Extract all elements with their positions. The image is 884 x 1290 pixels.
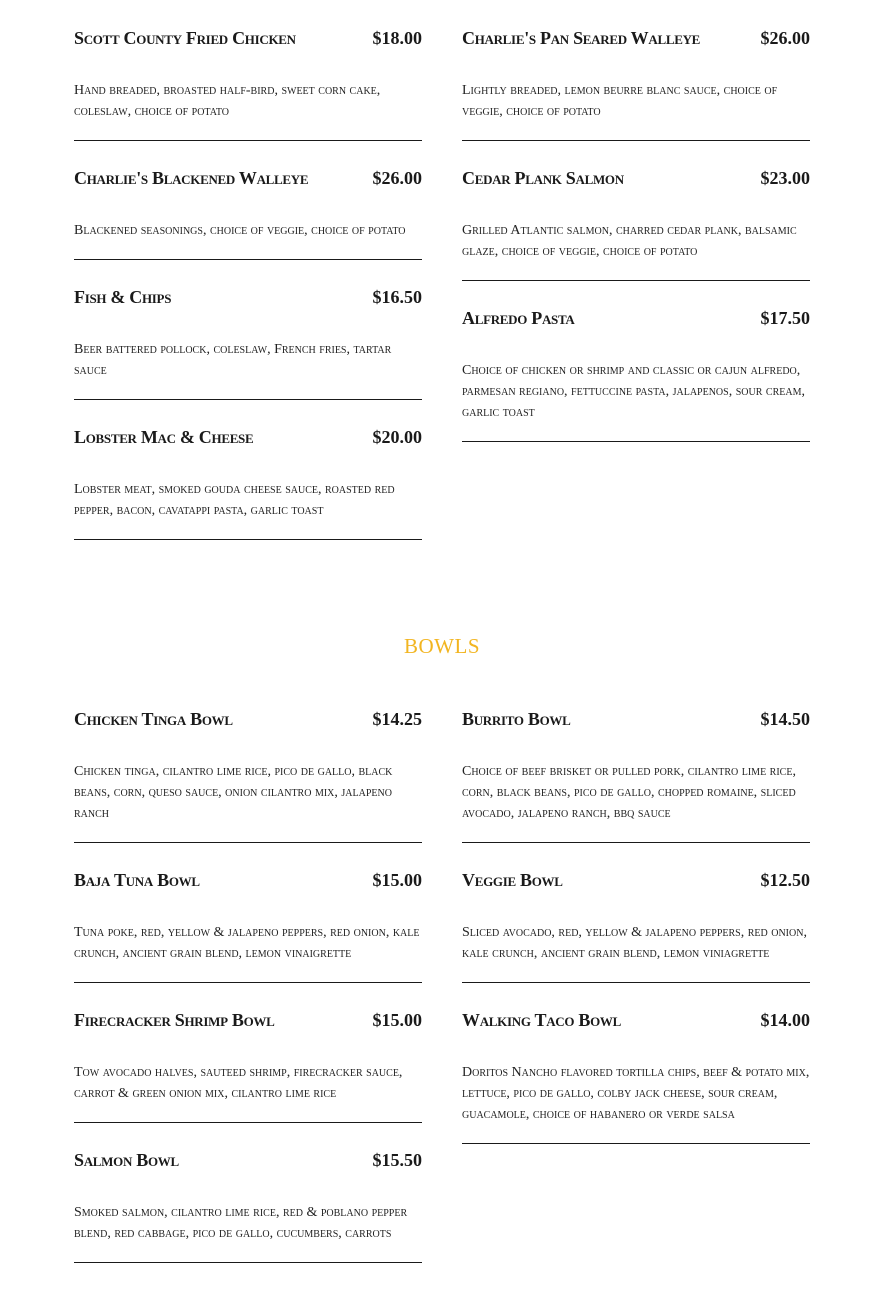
menu-item-name: Chicken Tinga Bowl <box>74 709 233 729</box>
menu-item <box>462 870 810 983</box>
menu-item-description: Tow avocado halves, sauteed shrimp, firecracker sauce, carrot & green onion mix, cilantro lime rice <box>74 1065 403 1101</box>
menu-item-price: $14.00 <box>760 1010 810 1030</box>
menu-item <box>74 168 422 260</box>
menu-item-price: $15.50 <box>372 1150 422 1170</box>
menu-item-price: $23.00 <box>760 168 810 188</box>
bowls-left-column <box>74 709 422 1290</box>
section-title-bowls: BOWLS <box>404 634 480 658</box>
menu-item-header <box>462 870 810 896</box>
menu-item <box>462 168 810 281</box>
menu-item <box>462 308 810 442</box>
menu-item-price: $18.00 <box>372 28 422 48</box>
menu-item-header <box>74 427 422 453</box>
menu-item-description: Choice of beef brisket or pulled pork, cilantro lime rice, corn, black beans, pico de gallo, chopped romaine, sliced avocado, jalapeno ranch, bbq sauce <box>462 764 796 821</box>
menu-item <box>74 427 422 540</box>
menu-item-header <box>74 709 422 735</box>
menu-item <box>462 28 810 141</box>
menu-item-name: Charlie's Blackened Walleye <box>74 168 309 188</box>
menu-item-header <box>74 870 422 896</box>
menu-item <box>74 709 422 843</box>
menu-item-header <box>462 308 810 334</box>
menu-item-description: Lightly breaded, lemon beurre blanc sauce, choice of veggie, choice of potato <box>462 83 778 119</box>
menu-item-description: Doritos Nancho flavored tortilla chips, beef & potato mix, lettuce, pico de gallo, colby jack cheese, sour cream, guacamole, choice of habanero or verde salsa <box>462 1065 810 1122</box>
menu-item <box>74 28 422 141</box>
menu-item-description: Smoked salmon, cilantro lime rice, red & poblano pepper blend, red cabbage, pico de gallo, cucumbers, carrots <box>74 1205 408 1241</box>
menu-item-name: Charlie's Pan Seared Walleye <box>462 28 701 48</box>
menu-item-price: $14.25 <box>372 709 422 729</box>
menu-item-header <box>74 28 422 54</box>
menu-item <box>74 1150 422 1263</box>
menu-item-description: Tuna poke, red, yellow & jalapeno peppers, red onion, kale crunch, ancient grain blend, lemon vinaigrette <box>74 925 420 961</box>
menu-item-name: Burrito Bowl <box>462 709 571 729</box>
menu-item-price: $20.00 <box>372 427 422 447</box>
menu-item-price: $17.50 <box>760 308 810 328</box>
menu-item-name: Baja Tuna Bowl <box>74 870 200 890</box>
menu-item-name: Firecracker Shrimp Bowl <box>74 1010 275 1030</box>
menu-item-name: Scott County Fried Chicken <box>74 28 296 48</box>
menu-item-name: Veggie Bowl <box>462 870 563 890</box>
menu-item-price: $26.00 <box>760 28 810 48</box>
menu-item-price: $15.00 <box>372 1010 422 1030</box>
menu-item-header <box>74 1010 422 1036</box>
menu-item-header <box>74 1150 422 1176</box>
menu-item-name: Alfredo Pasta <box>462 308 575 328</box>
menu-item-description: Sliced avocado, red, yellow & jalapeno peppers, red onion, kale crunch, ancient grain blend, lemon viniagrette <box>462 925 807 961</box>
bowls-right-column <box>462 709 810 1171</box>
menu-item-price: $16.50 <box>372 287 422 307</box>
menu-item-header <box>462 1010 810 1036</box>
menu-item <box>74 287 422 400</box>
entrees-right-column <box>462 28 810 469</box>
menu-item-header <box>462 168 810 194</box>
menu-item-description: Beer battered pollock, coleslaw, French fries, tartar sauce <box>74 342 392 378</box>
menu-item-description: Chicken tinga, cilantro lime rice, pico de gallo, black beans, corn, queso sauce, onion cilantro mix, jalapeno ranch <box>74 764 393 821</box>
menu-item-price: $15.00 <box>372 870 422 890</box>
menu-item-header <box>462 709 810 735</box>
menu-item-description: Hand breaded, broasted half-bird, sweet corn cake, coleslaw, choice of potato <box>74 83 381 119</box>
menu-item-name: Fish & Chips <box>74 287 172 307</box>
menu-item-header <box>462 28 810 54</box>
menu-item-header <box>74 168 422 194</box>
menu-item-header <box>74 287 422 313</box>
menu-item <box>74 870 422 983</box>
menu-item-description: Lobster meat, smoked gouda cheese sauce, roasted red pepper, bacon, cavatappi pasta, garlic toast <box>74 482 395 518</box>
menu-item-price: $26.00 <box>372 168 422 188</box>
menu-item <box>462 1010 810 1144</box>
entrees-left-column <box>74 28 422 567</box>
menu-item-description: Blackened seasonings, choice of veggie, choice of potato <box>74 223 406 238</box>
menu-item-name: Lobster Mac & Cheese <box>74 427 254 447</box>
menu-item-description: Grilled Atlantic salmon, charred cedar plank, balsamic glaze, choice of veggie, choice of potato <box>462 223 797 259</box>
menu-item-name: Cedar Plank Salmon <box>462 168 624 188</box>
menu-item-name: Salmon Bowl <box>74 1150 179 1170</box>
menu-item-price: $14.50 <box>760 709 810 729</box>
menu-item-name: Walking Taco Bowl <box>462 1010 621 1030</box>
menu-item-price: $12.50 <box>760 870 810 890</box>
menu-item <box>462 709 810 843</box>
menu-item-description: Choice of chicken or shrimp and classic or cajun alfredo, parmesan regiano, fettuccine pasta, jalapenos, sour cream, garlic toast <box>462 363 805 420</box>
menu-item <box>74 1010 422 1123</box>
